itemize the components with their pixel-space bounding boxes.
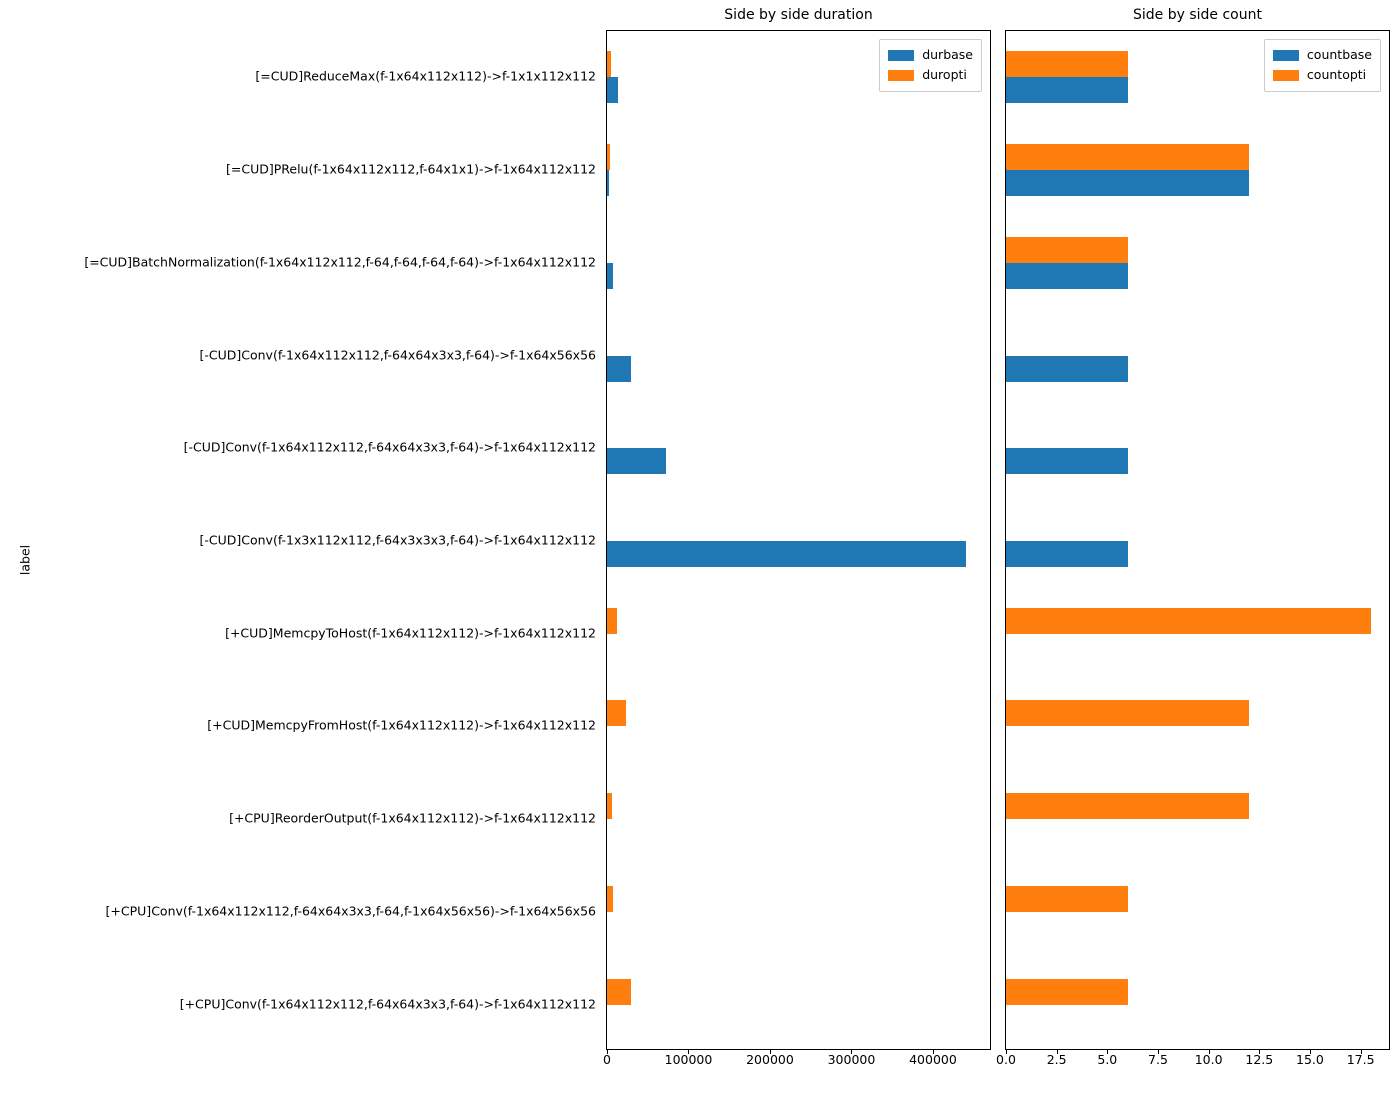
legend-label: duropti [922,67,967,82]
bar-countbase [1006,448,1128,474]
y-tick-label: [-CUD]Conv(f-1x64x112x112,f-64x64x3x3,f-64)->f-1x64x112x112 [183,439,596,455]
x-tick-label: 400000 [909,1052,957,1067]
y-tick-label: [+CPU]Conv(f-1x64x112x112,f-64x64x3x3,f-64,f-1x64x56x56)->f-1x64x56x56 [105,903,596,919]
bar-durbase [607,170,609,196]
y-tick-label: [-CUD]Conv(f-1x64x112x112,f-64x64x3x3,f-64)->f-1x64x56x56 [199,347,596,363]
legend-label: countopti [1306,67,1367,82]
legend-swatch-icon [888,50,914,61]
x-tick-label: 7.5 [1148,1052,1168,1067]
bar-duropti [607,144,610,170]
bar-durbase [607,263,613,289]
bar-countbase [1006,77,1128,103]
bar-countbase [1006,356,1128,382]
bar-durbase [607,356,631,382]
y-axis-title: label [17,544,33,576]
bar-countopti [1006,608,1371,634]
bar-countopti [1006,700,1249,726]
legend-entry [888,65,973,85]
x-tick-label: 0 [603,1052,611,1067]
legend-entry [888,45,973,65]
bar-countopti [1006,793,1249,819]
legend-count [1264,39,1381,92]
x-tick-label: 300000 [827,1052,876,1067]
x-tick-label: 17.5 [1346,1052,1375,1067]
y-tick-labels [0,30,606,1050]
bar-countbase [1006,541,1128,567]
bar-durbase [607,448,666,474]
legend-entry [1273,45,1372,65]
bar-duropti [607,793,612,819]
legend-duration [879,39,982,92]
bar-duropti [607,979,631,1005]
bar-duropti [607,51,611,77]
bar-duropti [607,608,617,634]
y-tick-label: [-CUD]Conv(f-1x3x112x112,f-64x3x3x3,f-64)->f-1x64x112x112 [199,532,596,548]
legend-swatch-icon [1273,70,1299,81]
legend-label: durbase [922,47,973,62]
bar-countbase [1006,263,1128,289]
y-tick-label: [=CUD]BatchNormalization(f-1x64x112x112,f-64,f-64,f-64,f-64)->f-1x64x112x112 [84,254,596,270]
legend-label: countbase [1306,47,1372,62]
y-tick-label: [+CUD]MemcpyToHost(f-1x64x112x112)->f-1x64x112x112 [225,625,596,641]
x-tick-label: 2.5 [1046,1052,1067,1067]
chart-title-duration: Side by side duration [724,7,873,23]
x-tick-label: 200000 [746,1052,794,1067]
bar-countopti [1006,237,1128,263]
chart-panel-duration [606,7,991,1050]
x-tick-label: 10.0 [1194,1052,1223,1067]
plot-area-count [1006,31,1389,1049]
y-tick-label: [=CUD]PRelu(f-1x64x112x112,f-64x1x1)->f-1x64x112x112 [225,161,596,177]
y-tick-label: [+CPU]ReorderOutput(f-1x64x112x112)->f-1x64x112x112 [229,810,596,826]
bar-countopti [1006,51,1128,77]
x-tick-label: 12.5 [1245,1052,1274,1067]
y-tick-label: [=CUD]ReduceMax(f-1x64x112x112)->f-1x1x112x112 [255,68,596,84]
bar-durbase [607,77,618,103]
legend-swatch-icon [888,70,914,81]
bar-durbase [607,541,966,567]
legend-swatch-icon [1273,50,1299,61]
x-tick-label: 0.0 [996,1052,1016,1067]
bar-countbase [1006,170,1249,196]
bar-duropti [607,886,613,912]
y-tick-label: [+CPU]Conv(f-1x64x112x112,f-64x64x3x3,f-64)->f-1x64x112x112 [179,996,596,1012]
legend-entry [1273,65,1372,85]
chart-panel-count [1005,7,1390,1050]
x-tick-label: 15.0 [1296,1052,1324,1067]
chart-title-count: Side by side count [1133,7,1262,23]
x-tick-label: 5.0 [1097,1052,1118,1067]
x-tick-label: 100000 [664,1052,713,1067]
y-tick-label: [+CUD]MemcpyFromHost(f-1x64x112x112)->f-1x64x112x112 [207,717,596,733]
bar-countopti [1006,144,1249,170]
bar-countopti [1006,979,1128,1005]
plot-area-duration [607,31,990,1049]
bar-countopti [1006,886,1128,912]
bar-duropti [607,700,626,726]
